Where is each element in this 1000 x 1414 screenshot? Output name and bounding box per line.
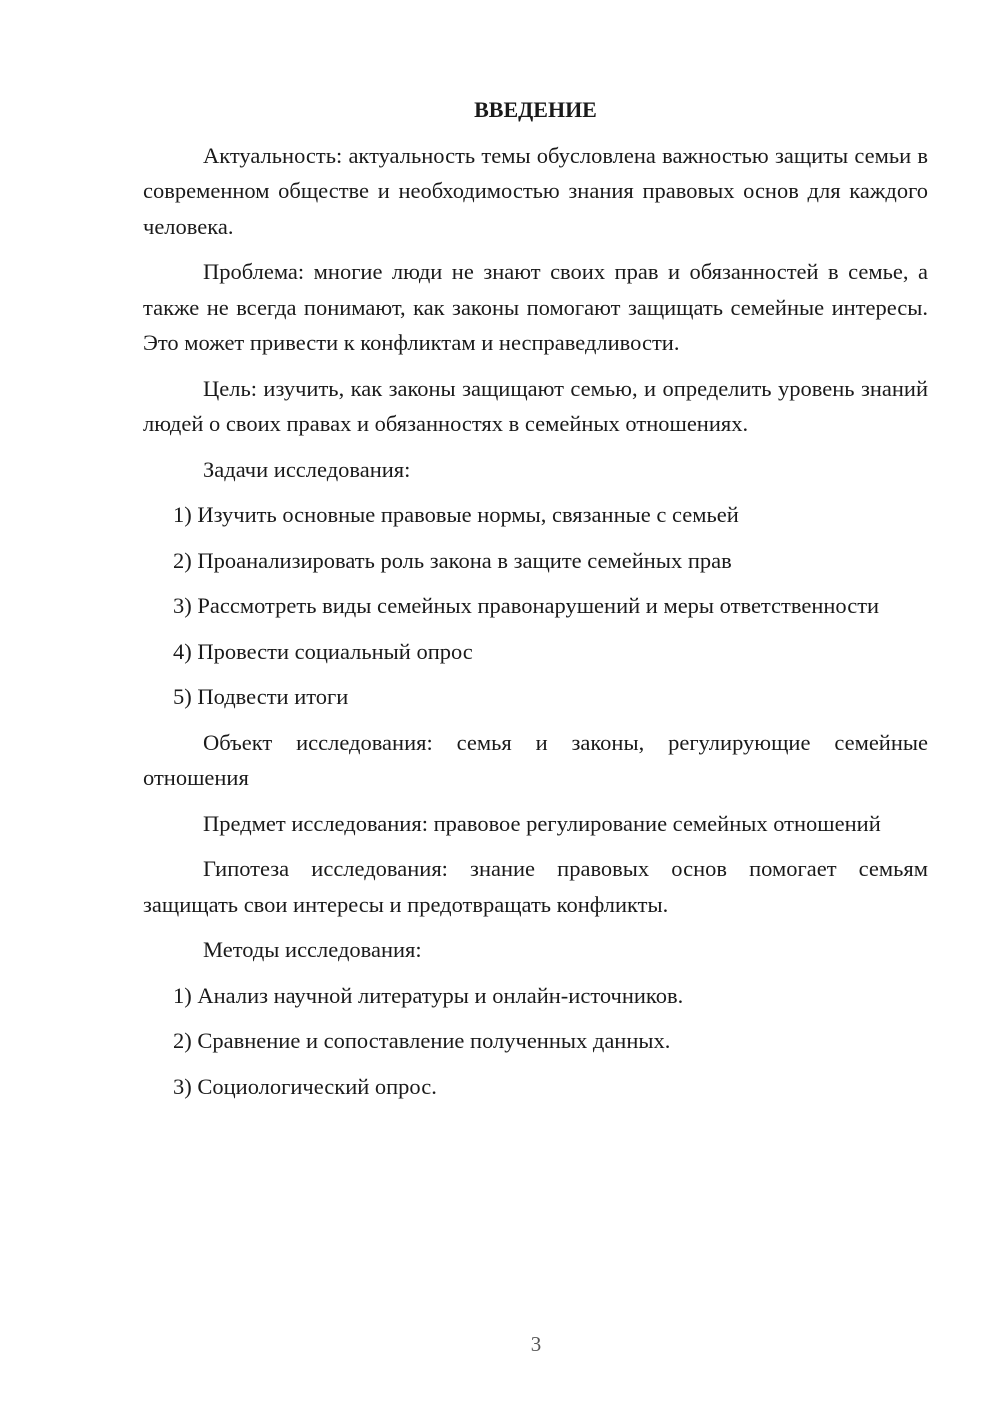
relevance-paragraph: Актуальность: актуальность темы обусловлена важностью защиты семьи в современном обществе и необходимостью знания правовых основ для каждого человека. — [143, 142, 928, 239]
goal-paragraph: Цель: изучить, как законы защищают семью, и определить уровень знаний людей о своих правах и обязанностях в семейных отношениях. — [143, 375, 928, 436]
hypothesis-paragraph: Гипотеза исследования: знание правовых основ помогает семьям защищать свои интересы и предотвращать конфликты. — [143, 856, 928, 917]
task-item-1: 1) Изучить основные правовые нормы, связанные с семьей — [173, 502, 739, 527]
task-item-5: 5) Подвести итоги — [173, 684, 349, 709]
page-title: ВВЕДЕНИЕ — [474, 97, 597, 122]
task-item-4: 4) Провести социальный опрос — [173, 638, 473, 664]
methods-heading: Методы исследования: — [203, 937, 422, 962]
method-item-1: 1) Анализ научной литературы и онлайн-источников. — [173, 982, 684, 1008]
task-item-2: 2) Проанализировать роль закона в защите семейных прав — [173, 547, 732, 573]
subject-paragraph: Предмет исследования: правовое регулирование семейных отношений — [203, 810, 881, 836]
page-body — [143, 92, 928, 1114]
tasks-heading: Задачи исследования: — [203, 456, 411, 482]
method-item-3: 3) Социологический опрос. — [173, 1073, 437, 1099]
problem-paragraph: Проблема: многие люди не знают своих прав и обязанностей в семье, а также не всегда понимают, как законы помогают защищать семейные интересы. Это может привести к конфликтам и несправедливости. — [143, 259, 928, 355]
method-item-2: 2) Сравнение и сопоставление полученных данных. — [173, 1028, 671, 1053]
object-paragraph: Объект исследования: семья и законы, регулирующие семейные отношения — [143, 729, 928, 790]
page-number: 3 — [530, 1332, 542, 1356]
task-item-3: 3) Рассмотреть виды семейных правонарушений и меры ответственности — [173, 593, 880, 618]
